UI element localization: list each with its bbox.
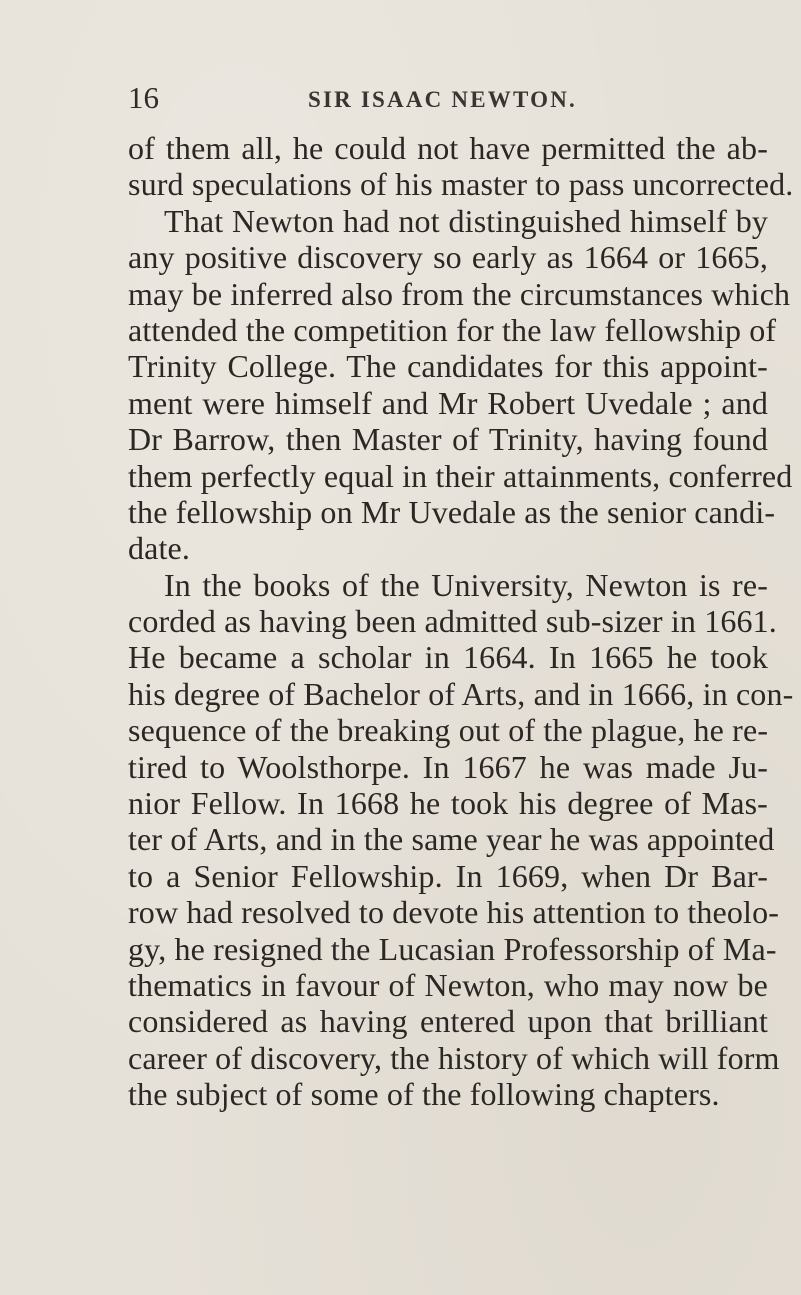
text-line: of them all, he could not have permitted the ab- xyxy=(128,130,768,166)
text-line: ment were himself and Mr Robert Uvedale ; and xyxy=(128,384,768,421)
text-line: surd speculations of his master to pass uncorrected. xyxy=(128,166,794,203)
paragraph-start-line: In the books of the University, Newton is re- xyxy=(164,566,768,603)
running-title: SIR ISAAC NEWTON. xyxy=(308,87,577,112)
running-head xyxy=(128,78,768,118)
text-line: them perfectly equal in their attainments, conferred xyxy=(128,457,793,494)
text-line: gy, he resigned the Lucasian Professorship of Ma- xyxy=(128,930,777,967)
page-number: 16 xyxy=(128,80,159,115)
paragraph-start-line: That Newton had not distinguished himself by xyxy=(164,202,768,239)
text-line: Trinity College. The candidates for this appoint- xyxy=(128,348,768,385)
text-line: the fellowship on Mr Uvedale as the senior candi- xyxy=(128,493,776,530)
text-line: any positive discovery so early as 1664 or 1665, xyxy=(128,239,768,276)
text-line: nior Fellow. In 1668 he took his degree of Mas- xyxy=(128,785,768,822)
text-line: considered as having entered upon that brilliant xyxy=(128,1003,768,1040)
text-line: attended the competition for the law fellowship of xyxy=(128,311,777,348)
text-line: Dr Barrow, then Master of Trinity, having found xyxy=(128,421,768,458)
text-line: thematics in favour of Newton, who may now be xyxy=(128,966,768,1003)
body-text xyxy=(128,130,794,1113)
text-line: He became a scholar in 1664. In 1665 he took xyxy=(128,639,768,676)
paragraph-end-line: the subject of some of the following chapters. xyxy=(128,1076,720,1113)
paragraph-end-line: date. xyxy=(128,530,191,567)
text-line: his degree of Bachelor of Arts, and in 1666, in con- xyxy=(128,675,794,712)
text-line: ter of Arts, and in the same year he was appointed xyxy=(128,821,775,858)
text-line: to a Senior Fellowship. In 1669, when Dr Bar- xyxy=(128,857,768,894)
text-line: sequence of the breaking out of the plague, he re- xyxy=(128,712,769,749)
text-line: row had resolved to devote his attention to theolo- xyxy=(128,894,780,931)
text-line: tired to Woolsthorpe. In 1667 he was made Ju- xyxy=(128,748,768,785)
text-line: career of discovery, the history of which will form xyxy=(128,1039,780,1076)
text-line: may be inferred also from the circumstances which xyxy=(128,275,791,312)
text-line: corded as having been admitted sub-sizer in 1661. xyxy=(128,603,777,640)
